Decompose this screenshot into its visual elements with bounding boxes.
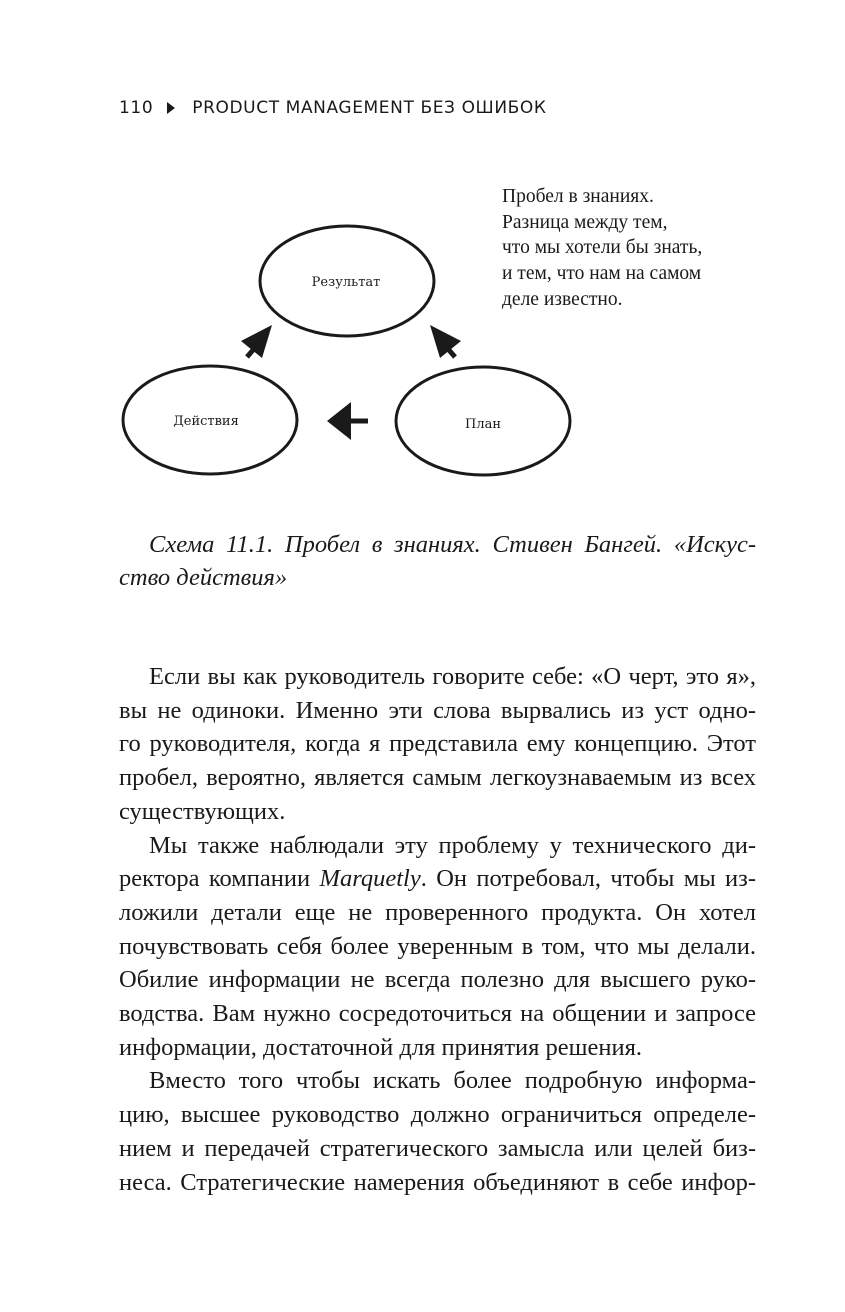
- paragraph-line: го руководителя, когда я представила ему концепцию. Этот: [119, 730, 756, 758]
- paragraph-line: [119, 862, 756, 896]
- paragraph-line: Если вы как руководитель говорите себе: «О черт, это я»,: [149, 663, 756, 690]
- paragraph-line: Вместо того чтобы искать более подробную информа-: [149, 1067, 756, 1095]
- paragraph-line: цию, высшее руководство должно ограничиться определе-: [119, 1101, 756, 1129]
- paragraph-line: водства. Вам нужно сосредоточиться на общении и запросе: [119, 1000, 756, 1028]
- plan-node-label: План: [464, 417, 502, 432]
- caption-line: ство действия»: [119, 564, 288, 591]
- paragraph-line: информации, достаточной для принятия решения.: [119, 1033, 643, 1061]
- text-run: ректора компании: [119, 865, 320, 893]
- paragraph-line: Обилие информации не всегда полезно для высшего руко-: [119, 966, 756, 994]
- text-run: . Он потребовал, чтобы мы из-: [420, 865, 757, 893]
- page-number: 110: [119, 98, 154, 118]
- body-text: [119, 660, 756, 1199]
- arrow-plan-to-actions: [327, 402, 368, 440]
- caption-line: Схема 11.1. Пробел в знаниях. Стивен Бангей. «Искус-: [149, 531, 756, 558]
- paragraph-line: почувствовать себя более уверенным в том, что мы делали.: [119, 932, 756, 960]
- company-name: Marquetly: [319, 865, 421, 893]
- paragraph-line: ложили детали еще не проверенного продукта. Он хотел: [119, 898, 756, 926]
- paragraph-line: Мы также наблюдали эту проблему у технического ди-: [149, 831, 756, 859]
- note-line: Пробел в знаниях.: [502, 186, 654, 207]
- arrow-plan-to-result: [430, 325, 461, 358]
- knowledge-gap-note: [502, 184, 702, 313]
- paragraph-line: существующих.: [119, 797, 286, 825]
- note-line: деле известно.: [502, 288, 623, 310]
- arrow-actions-to-result: [241, 325, 272, 358]
- book-title: PRODUCT MANAGEMENT БЕЗ ОШИБОК: [192, 98, 547, 118]
- result-node-label: Результат: [311, 275, 381, 290]
- note-line: что мы хотели бы знать,: [502, 237, 703, 259]
- paragraph-line: пробел, вероятно, является самым легкоузнаваемым из всех: [119, 764, 756, 792]
- paragraph-line: неса. Стратегические намерения объединяют в себе инфор-: [119, 1168, 756, 1196]
- knowledge-gap-diagram: [0, 0, 845, 520]
- paragraph-line: нием и передачей стратегического замысла или целей биз-: [119, 1134, 756, 1162]
- note-line: и тем, что нам на самом: [502, 263, 702, 285]
- actions-node-label: Действия: [173, 414, 239, 429]
- note-line: Разница между тем,: [502, 211, 668, 233]
- paragraph-line: вы не одиноки. Именно эти слова вырвались из уст одно-: [119, 696, 756, 724]
- figure-caption: [119, 528, 756, 594]
